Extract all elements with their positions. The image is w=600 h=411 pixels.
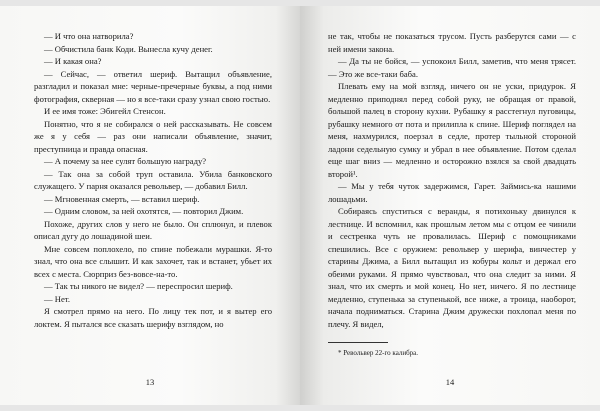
- left_page-paragraph: — И что она натворила?: [44, 31, 134, 41]
- left_page-paragraph: Мне совсем поплохело, по спине побежали мурашки. Я-то знал, что она все слышит. И как захочет, так и встанет, убьет их всех с места. Сюрприз без-вовсе-на-то.: [34, 243, 272, 279]
- left_page-paragraph: — Сейчас, — ответил шериф. Вытащил объявление, разгладил и показал мне: черные-пречерные буквы, а под ними фотография, скверная — но я все-таки сразу узнал свою гостью.: [34, 68, 272, 104]
- page-number-left: 13: [145, 377, 155, 387]
- left-page-text: [34, 30, 272, 330]
- footnote-text: Револьвер 22-го калибра.: [343, 349, 419, 357]
- left_page-paragraph: Я смотрел прямо на него. По лицу тек пот, и я вытер его локтем. Я пытался все сказать шерифу взглядом, но: [34, 306, 272, 329]
- right-page-text: [328, 30, 576, 330]
- left_page-paragraph: — Мгновенная смерть, — вставил шериф.: [44, 193, 200, 204]
- left_page-paragraph: — Нет.: [44, 293, 71, 304]
- footnote-rule: [328, 342, 388, 343]
- page-number-right: 14: [445, 377, 455, 387]
- right_page-paragraph: не так, чтобы не показаться трусом. Пусть разберутся сами — с ней имени закона.: [328, 31, 576, 54]
- left_page-paragraph: — А почему за нее сулят большую награду?: [44, 156, 207, 166]
- left_page-paragraph: Похоже, других слов у него не было. Он сплюнул, и плевок описал дугу до лошадиной шеи.: [34, 218, 272, 241]
- footnote-mark: *: [338, 349, 342, 357]
- left_page-paragraph: — Так она за собой труп оставила. Убила банковского служащего. У парня оказался револьвер, — добавил Билл.: [34, 168, 272, 191]
- left_page-paragraph: — Обчистила банк Коди. Вынесла кучу денег.: [44, 43, 213, 54]
- right_page-paragraph: — Мы у тебя чуток задержимся, Гарет. Займись-ка нашими лошадьми.: [328, 181, 576, 204]
- left_page-paragraph: И ее имя тоже: Эбигейл Стенсон.: [44, 106, 166, 116]
- footnote: [328, 348, 576, 358]
- right-page: [300, 6, 600, 405]
- right_page-paragraph: Собираясь спуститься с веранды, я потихоньку двинулся к лестнице. И вспомнил, как прошлым летом мы с отцом ее чинили и сестренка чуть не провалилась. Шериф с помощниками спешились. Все с оружием: револьвер у шерифа, винчестер у старины Джима, а Билл вытащил из кобуры кольт и держал его обеими руками. Я прямо чувствовал, что она следит за ними. Я знал, что их смерть и мой конец. Но нет, ничего. Я по лестнице медленно, ступенька за ступенькой, все ниже, а троица, наоборот, начала подниматься. Старина Джим дружески похлопал меня по плечу. Я видел,: [328, 206, 576, 329]
- left_page-paragraph: — Одним словом, за ней охотятся, — повторил Джим.: [44, 206, 244, 216]
- left_page-paragraph: — И какая она?: [44, 56, 102, 66]
- left-page: [0, 6, 300, 405]
- right_page-paragraph: Плевать ему на мой взгляд, ничего он не уски, придурок. Я медленно приподнял перед собой руку, не обращая от правой, большой палец в сторону кухни. Рубашку я расстегнул пуговицы, рубашку немного от пота и прилипла к спине. Шериф поглядел на меня, нахмурился, поерзал в седле, протер тыльной стороной ладони седельную сумку и убрал в нее объявление. Потом сделал еще шаг вниз — медленно и осторожно взялся за свой двадцать второй¹.: [328, 81, 576, 179]
- left_page-paragraph: Понятно, что я не собирался о ней рассказывать. Не совсем же я у себя — раз они написали объявление, значит, преступница и правда опасная.: [34, 118, 272, 154]
- right_page-paragraph: — Да ты не бойся, — успокоил Билл, заметив, что меня трясет. — Это же все-таки баба.: [328, 56, 576, 79]
- left_page-paragraph: — Так ты никого не видел? — переспросил шериф.: [44, 281, 233, 291]
